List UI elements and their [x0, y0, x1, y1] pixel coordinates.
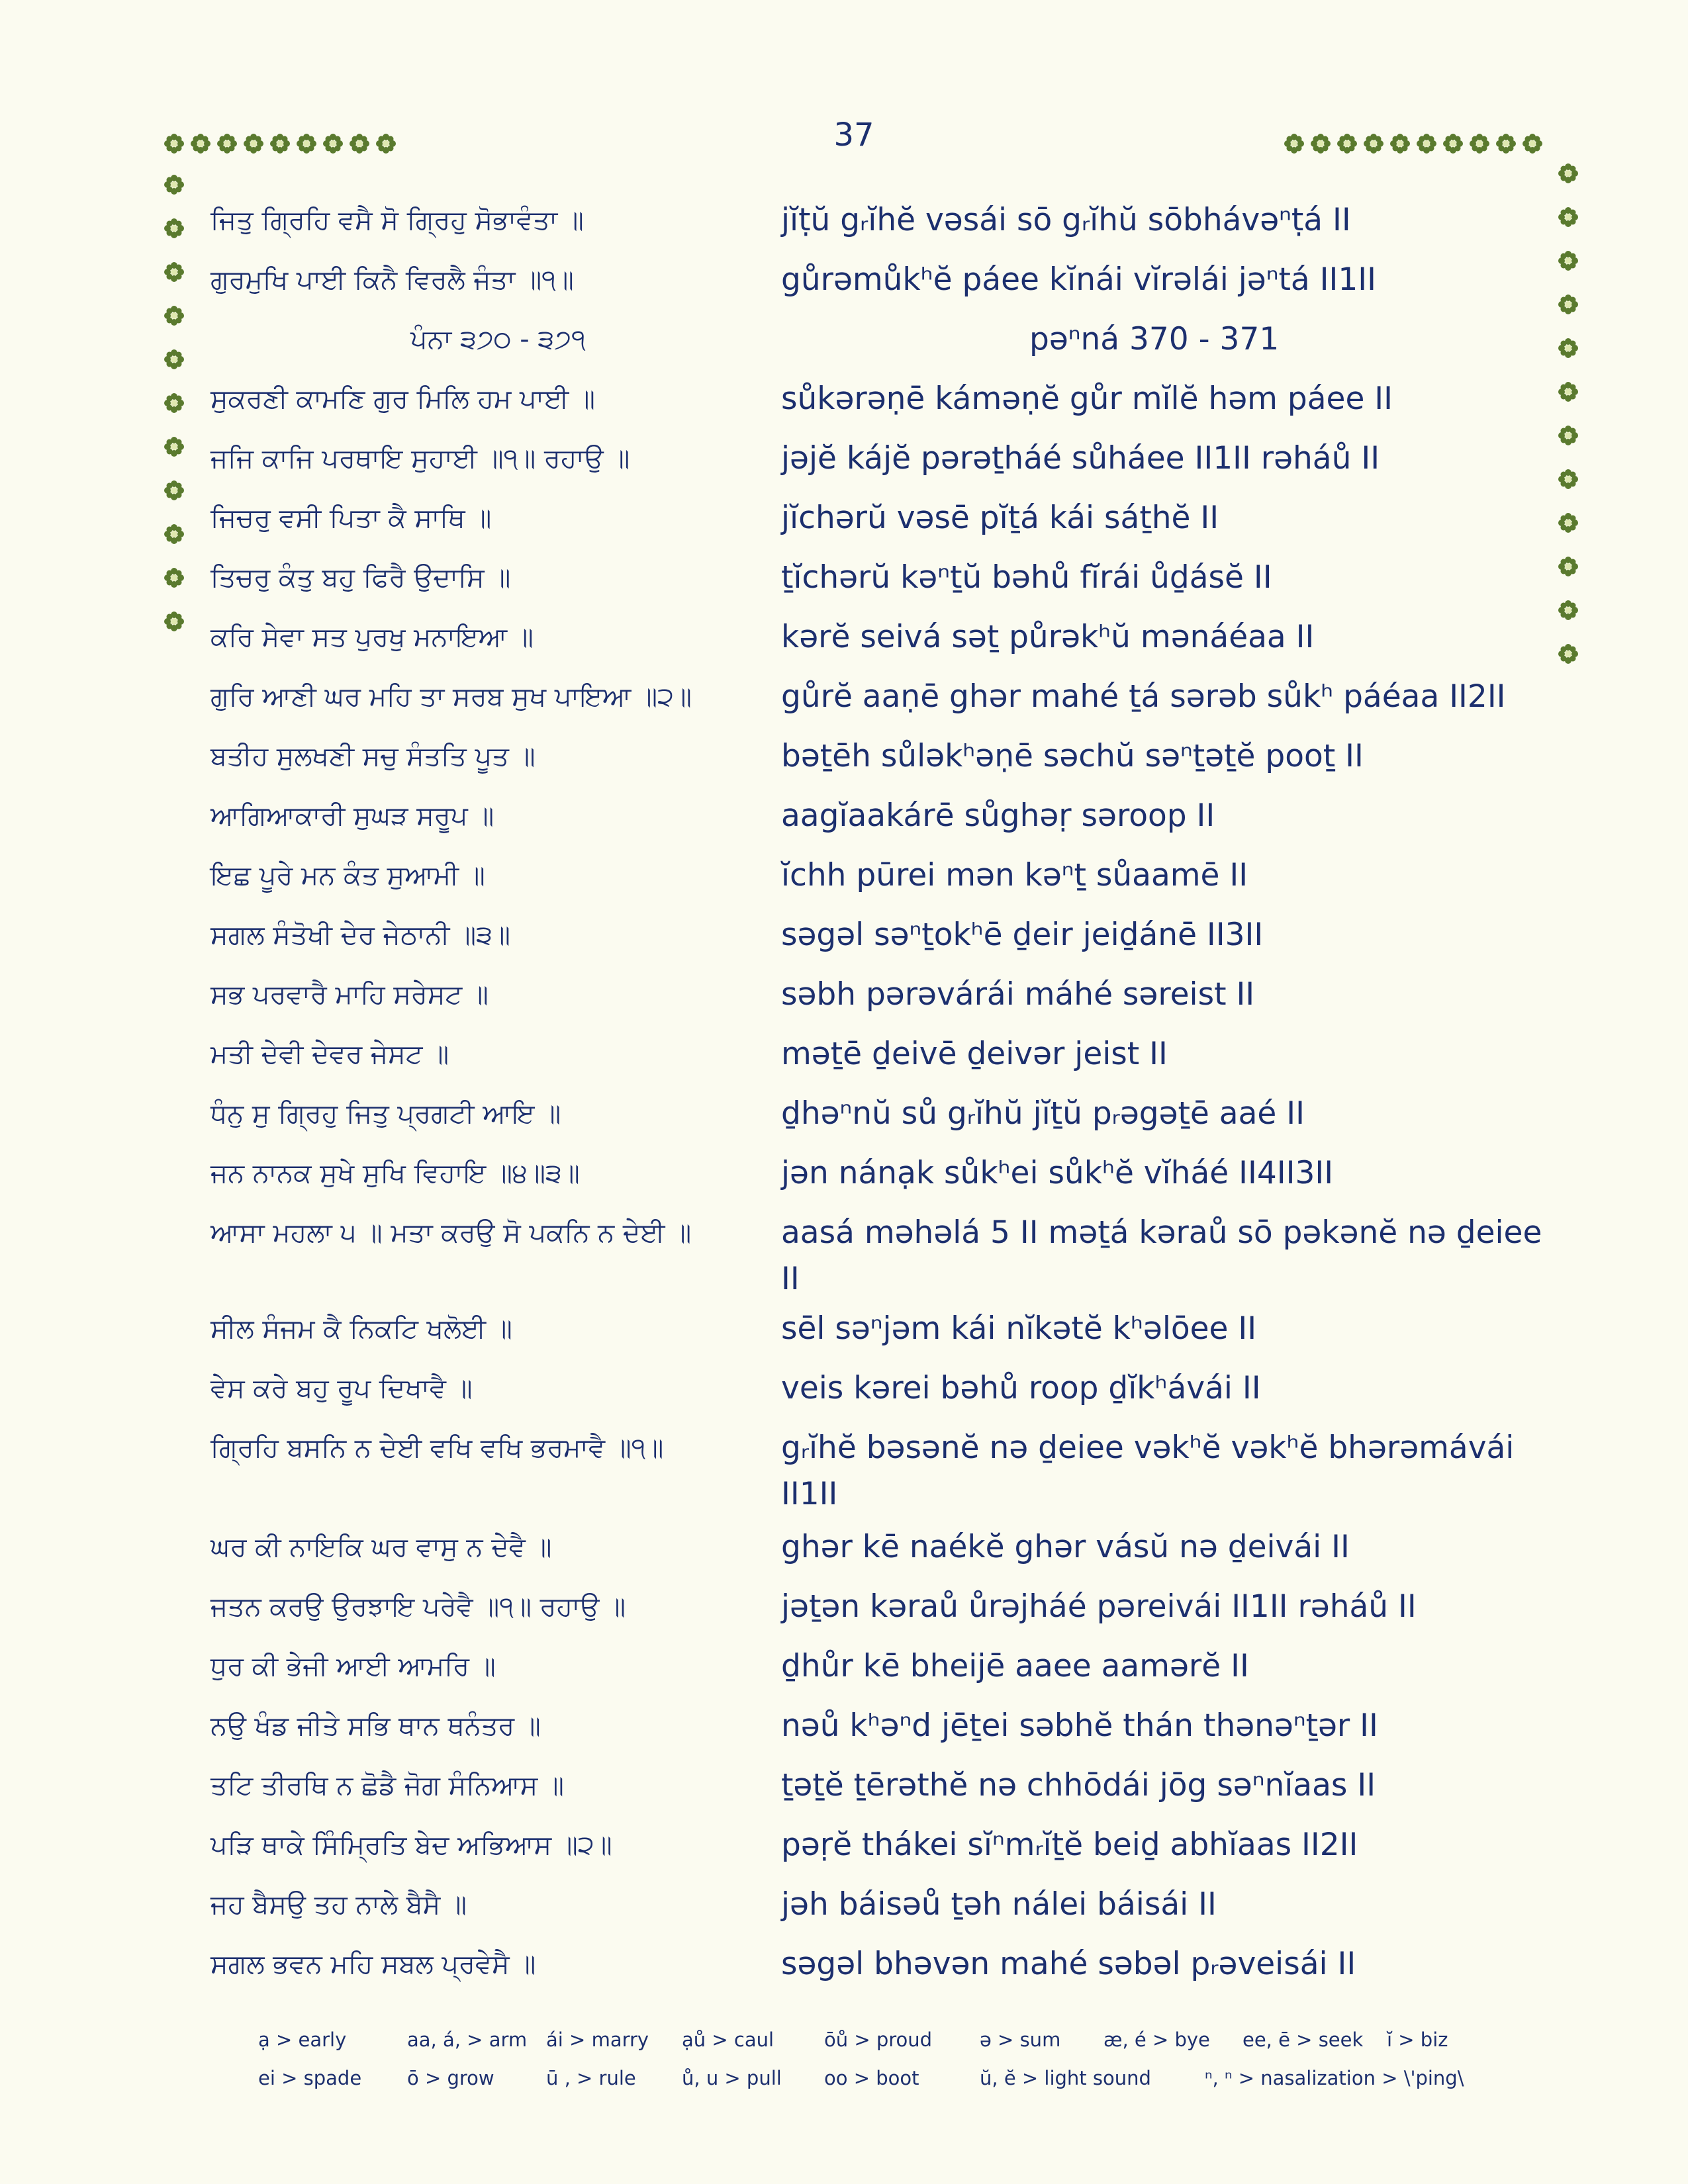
flower-icon — [1557, 250, 1579, 272]
flower-icon — [1557, 599, 1579, 621]
flower-icon — [1557, 293, 1579, 316]
flower-icon — [322, 132, 344, 155]
pronunciation-legend — [258, 2028, 1516, 2105]
flower-icon — [163, 567, 185, 589]
transliteration-line: aasá məhəlá 5 II məṯá kəraů sō pəkənĕ nə ḏeiee II — [781, 1214, 1542, 1297]
legend-row-2 — [258, 2067, 1516, 2105]
transliteration-line: ḏhůr kē bheijē aaee aamərĕ II — [781, 1648, 1249, 1684]
transliteration-line: səgəl bhəvən mahé səbəl pᵣəveisái II — [781, 1946, 1356, 1982]
gurmukhi-line: ਮਤੀ ਦੇਵੀ ਦੇਵਰ ਜੇਸਟ ॥ — [211, 1039, 449, 1069]
flower-icon — [1521, 132, 1544, 155]
transliteration-line: jəjĕ kájĕ pərəṯháé sůháee II1II rəháů II — [781, 440, 1380, 477]
gurmukhi-line: ਸਗਲ ਭਵਨ ਮਹਿ ਸਬਲ ਪ੍ਰਵੇਸੈ ॥ — [211, 1949, 536, 1979]
flower-icon — [163, 392, 185, 414]
gurmukhi-line: ਕਰਿ ਸੇਵਾ ਸਤ ਪੁਰਖੁ ਮਨਾਇਆ ॥ — [211, 622, 534, 653]
transliteration-line: veis kərei bəhů roop ḏĭkʰávái II — [781, 1370, 1261, 1406]
legend-item: ŭ, ĕ > light sound — [980, 2067, 1151, 2089]
flower-icon — [163, 132, 185, 155]
transliteration-line: bəṯēh sůləkʰəṇē səchŭ səⁿṯəṯĕ pooṯ II — [781, 738, 1364, 774]
flower-icon — [1557, 381, 1579, 403]
transliteration-line: ḏhəⁿnŭ sů gᵣĭhŭ jĭṯŭ pᵣəgəṯē aaé II — [781, 1095, 1305, 1132]
gurmukhi-line: ਆਸਾ ਮਹਲਾ ੫ ॥ ਮਤਾ ਕਰਉ ਸੋ ਪਕਨਿ ਨ ਦੇਈ ॥ — [211, 1218, 692, 1248]
page-number: 37 — [833, 116, 874, 154]
gurmukhi-line: ਜਿਚਰੁ ਵਸੀ ਪਿਤਾ ਕੈ ਸਾਥਿ ॥ — [211, 503, 492, 533]
transliteration-line: sēl səⁿjəm kái nĭkətĕ kʰəlōee II — [781, 1310, 1257, 1347]
transliteration-line: ṯəṯĕ ṯērəthĕ nə chhōdái jōg səⁿnĭaas II — [781, 1767, 1376, 1803]
right-flower-border — [1557, 162, 1579, 665]
flower-icon — [216, 132, 238, 155]
flower-icon — [269, 132, 291, 155]
flower-icon — [1283, 132, 1305, 155]
flower-icon — [1415, 132, 1438, 155]
gurmukhi-line: ਜਜਿ ਕਾਜਿ ਪਰਥਾਇ ਸੁਹਾਈ ॥੧॥ ਰਹਾਉ ॥ — [211, 443, 630, 474]
flower-icon — [242, 132, 265, 155]
transliteration-line: ṯĭchərŭ kəⁿṯŭ bəhů fĭrái ůḏásĕ II — [781, 559, 1272, 596]
legend-item: ĭ > biz — [1387, 2028, 1448, 2051]
gurmukhi-line: ਪੰਨਾ ੩੭੦ - ੩੭੧ — [410, 324, 586, 355]
legend-item: aa, á, > arm — [407, 2028, 528, 2051]
transliteration-line: sůkərəṇē kámǝṇĕ gůr mĭlĕ həm páee II — [781, 381, 1393, 417]
flower-icon — [348, 132, 371, 155]
flower-icon — [1468, 132, 1491, 155]
legend-item: ạ > early — [258, 2028, 347, 2051]
gurmukhi-line: ਗੁਰਿ ਆਣੀ ਘਰ ਮਹਿ ਤਾ ਸਰਬ ਸੁਖ ਪਾਇਆ ॥੨॥ — [211, 682, 692, 712]
transliteration-line: kərĕ seivá səṯ půrəkʰŭ mənáéaa II — [781, 619, 1315, 655]
gurmukhi-line: ਜਹ ਬੈਸਉ ਤਹ ਨਾਲੇ ਬੈਸੈ ॥ — [211, 1889, 467, 1920]
legend-item: ⁿ, ⁿ > nasalization > \'ping\ — [1205, 2067, 1464, 2089]
top-right-flower-border — [1283, 132, 1544, 155]
gurmukhi-line: ਸਗਲ ਸੰਤੋਖੀ ਦੇਰ ਜੇਠਾਨੀ ॥੩॥ — [211, 920, 510, 950]
transliteration-line: məṯē ḏeivē ḏeivər jeist II — [781, 1036, 1168, 1072]
transliteration-line: jĭṭŭ gᵣĭhĕ vəsái sō gᵣĭhŭ sōbhávəⁿṭá II — [781, 202, 1351, 238]
flower-icon — [163, 523, 185, 545]
transliteration-line: jən nánạk sůkʰei sůkʰĕ vĭháé II4II3II — [781, 1155, 1334, 1191]
flower-icon — [1557, 206, 1579, 228]
gurmukhi-line: ਜਤਨ ਕਰਉ ਉਰਝਾਇ ਪਰੇਵੈ ॥੧॥ ਰਹਾਉ ॥ — [211, 1592, 626, 1622]
flower-icon — [189, 132, 212, 155]
transliteration-line: səgəl səⁿṯokʰē ḏeir jeiḏánē II3II — [781, 917, 1264, 953]
gurmukhi-line: ਧੰਨੁ ਸੁ ਗ੍ਰਿਹੁ ਜਿਤੁ ਪ੍ਰਗਟੀ ਆਇ ॥ — [211, 1099, 561, 1129]
flower-icon — [375, 132, 397, 155]
flower-icon — [1557, 512, 1579, 534]
gurmukhi-line: ਜਨ ਨਾਨਕ ਸੁਖੇ ਸੁਖਿ ਵਿਹਾਇ ॥੪॥੩॥ — [211, 1158, 580, 1189]
flower-icon — [1557, 555, 1579, 578]
gurmukhi-line: ਪੜਿ ਥਾਕੇ ਸਿੰਮ੍ਰਿਤਿ ਬੇਦ ਅਭਿਆਸ ॥੨॥ — [211, 1830, 612, 1860]
transliteration-line: ghər kē naékĕ ghər vásŭ nə ḏeivái II — [781, 1529, 1350, 1565]
legend-item: ạů > caul — [682, 2028, 774, 2051]
transliteration-line: pəⁿná 370 - 371 — [1029, 321, 1280, 357]
transliteration-line: jəh báisəů ṯəh nálei báisái II — [781, 1886, 1217, 1923]
gurmukhi-line: ਨਉ ਖੰਡ ਜੀਤੇ ਸਭਿ ਥਾਨ ਥਨੰਤਰ ॥ — [211, 1711, 541, 1741]
transliteration-line: jĭchərŭ vəsē pĭṯá kái sáṯhĕ II — [781, 500, 1219, 536]
flower-icon — [163, 261, 185, 283]
legend-item: ōů > proud — [824, 2028, 933, 2051]
flower-icon — [1495, 132, 1517, 155]
gurmukhi-line: ਸੀਲ ਸੰਜਮ ਕੈ ਨਿਕਟਿ ਖਲੋਈ ॥ — [211, 1314, 512, 1344]
gurmukhi-line: ਗ੍ਰਿਹਿ ਬਸਨਿ ਨ ਦੇਈ ਵਖਿ ਵਖਿ ਭਰਮਾਵੈ ॥੧॥ — [211, 1433, 664, 1463]
legend-item: ů, u > pull — [682, 2067, 782, 2089]
gurmukhi-line: ਬਤੀਹ ਸੁਲਖਣੀ ਸਚੁ ਸੰਤਤਿ ਪੂਤ ॥ — [211, 741, 536, 772]
flower-icon — [1336, 132, 1358, 155]
flower-icon — [163, 348, 185, 371]
legend-item: ū , > rule — [546, 2067, 636, 2089]
left-flower-border — [163, 173, 185, 633]
flower-icon — [163, 479, 185, 502]
flower-icon — [1442, 132, 1464, 155]
legend-row-1 — [258, 2028, 1516, 2067]
flower-icon — [163, 610, 185, 633]
flower-icon — [1362, 132, 1385, 155]
transliteration-line: gᵣĭhĕ bəsənĕ nə ḏeiee vəkʰĕ vəkʰĕ bhərəmávái II1II — [781, 1430, 1515, 1512]
flower-icon — [163, 173, 185, 196]
transliteration-line: ĭchh pūrei mən kəⁿṯ sůaamē II — [781, 857, 1248, 893]
gurmukhi-line: ਆਗਿਆਕਾਰੀ ਸੁਘੜ ਸਰੂਪ ॥ — [211, 801, 494, 831]
legend-item: ee, ē > seek — [1243, 2028, 1364, 2051]
transliteration-line: jəṯən kəraů ůrəjháé pəreivái II1II rəháů II — [781, 1588, 1417, 1625]
gurmukhi-line: ਧੁਰ ਕੀ ਭੇਜੀ ਆਈ ਆਮਰਿ ॥ — [211, 1651, 496, 1682]
legend-item: ái > marry — [546, 2028, 649, 2051]
flower-icon — [1389, 132, 1411, 155]
gurmukhi-line: ਇਛ ਪੂਰੇ ਮਨ ਕੰਤ ਸੁਆਮੀ ॥ — [211, 860, 485, 891]
gurmukhi-line: ਵੇਸ ਕਰੇ ਬਹੁ ਰੂਪ ਦਿਖਾਵੈ ॥ — [211, 1373, 473, 1404]
legend-item: oo > boot — [824, 2067, 919, 2089]
flower-icon — [1557, 424, 1579, 447]
gurmukhi-line: ਸਭ ਪਰਵਾਰੈ ਮਾਹਿ ਸਰੇਸਟ ॥ — [211, 979, 489, 1010]
gurmukhi-line: ਗੁਰਮੁਖਿ ਪਾਈ ਕਿਨੈ ਵਿਰਲੈ ਜੰਤਾ ॥੧॥ — [211, 265, 574, 295]
gurmukhi-line: ਤਟਿ ਤੀਰਥਿ ਨ ਛੋਡੈ ਜੋਗ ਸੰਨਿਆਸ ॥ — [211, 1770, 564, 1801]
transliteration-line: səbh pərəvárái máhé səreist II — [781, 976, 1255, 1013]
flower-icon — [163, 304, 185, 327]
transliteration-line: nəů kʰəⁿd jēṯei səbhĕ thán thənəⁿṯər II — [781, 1707, 1378, 1744]
flower-icon — [1557, 337, 1579, 359]
transliteration-line: pəṛĕ thákei sĭⁿmᵣĭṯĕ beiḏ abhĭaas II2II — [781, 1827, 1358, 1863]
gurmukhi-line: ਜਿਤੁ ਗ੍ਰਿਹਿ ਵਸੈ ਸੋ ਗ੍ਰਿਹੁ ਸੋਭਾਵੰਤਾ ॥ — [211, 205, 584, 236]
flower-icon — [163, 217, 185, 240]
top-left-flower-border — [163, 132, 397, 155]
flower-icon — [1557, 643, 1579, 665]
legend-item: æ, é > bye — [1103, 2028, 1210, 2051]
legend-item: ō > grow — [407, 2067, 494, 2089]
transliteration-line: gůrəmůkʰĕ páee kĭnái vĭrəlái jəⁿtá II1II — [781, 261, 1376, 298]
flower-icon — [163, 435, 185, 458]
transliteration-line: gůrĕ aaṇē ghər mahé ṯá sərəb sůkʰ páéaa II2II — [781, 678, 1506, 715]
transliteration-line: aagĭaakárē sůghəṛ səroop II — [781, 797, 1215, 834]
legend-item: ei > spade — [258, 2067, 362, 2089]
flower-icon — [1557, 162, 1579, 185]
gurmukhi-line: ਸੁਕਰਣੀ ਕਾਮਣਿ ਗੁਰ ਮਿਲਿ ਹਮ ਪਾਈ ॥ — [211, 384, 596, 414]
flower-icon — [1557, 468, 1579, 490]
flower-icon — [1309, 132, 1332, 155]
flower-icon — [295, 132, 318, 155]
legend-item: ə > sum — [980, 2028, 1061, 2051]
gurmukhi-line: ਤਿਚਰੁ ਕੰਤੁ ਬਹੁ ਫਿਰੈ ਉਦਾਸਿ ॥ — [211, 563, 511, 593]
gurmukhi-line: ਘਰ ਕੀ ਨਾਇਕਿ ਘਰ ਵਾਸੁ ਨ ਦੇਵੈ ॥ — [211, 1532, 552, 1563]
